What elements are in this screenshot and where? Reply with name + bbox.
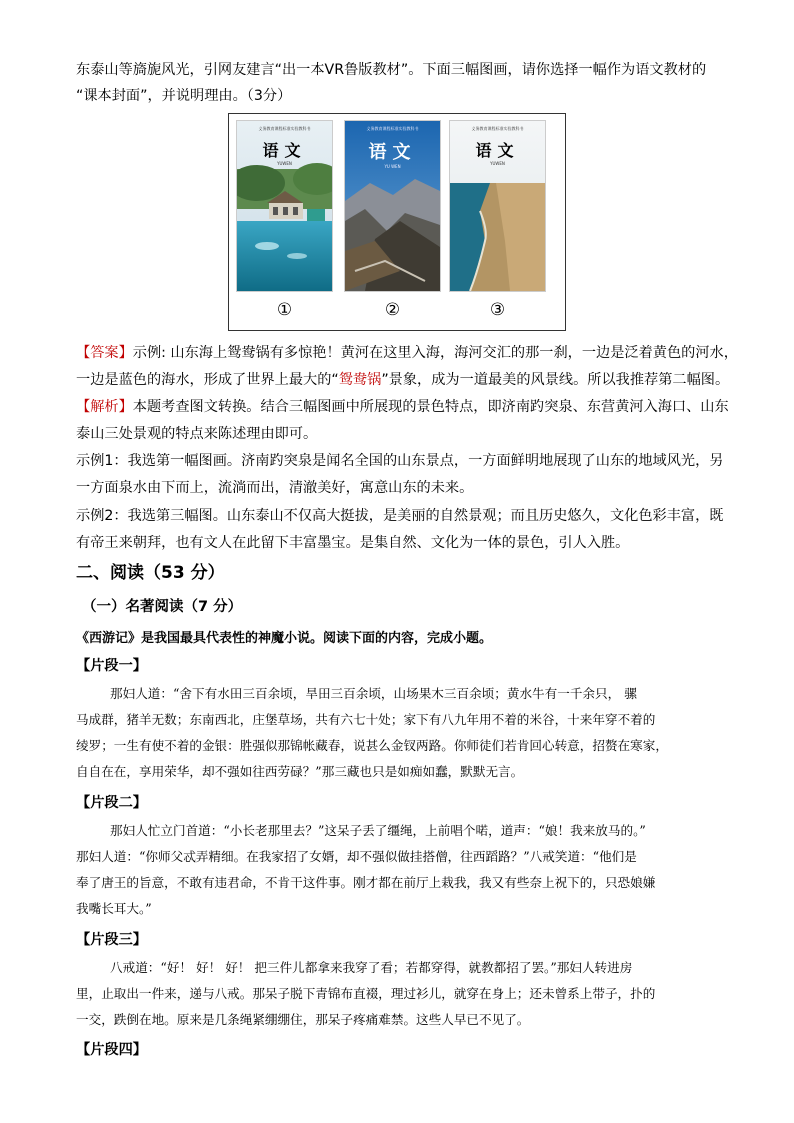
analysis-tag: 【解析】: [76, 399, 133, 415]
cover-label-2: ②: [384, 300, 401, 320]
fragment-2-line-2: 那妇人道：“你师父忒弄精细。在我家招了女婿，却不强似做挂搭僧，往西蹈路？”八戒笑道：“他们是: [76, 849, 637, 864]
cover-title-2: 语文: [368, 142, 417, 163]
cover-pinyin-1: YUWEN: [277, 161, 292, 166]
question-line-2: “课本封面”，并说明理由。（3分）: [76, 88, 292, 104]
cover-series-1: 义务教育课程标准实验教科书: [258, 126, 311, 131]
fragment-1-line-3: 绫罗；一生有使不着的金银：胜强似那锦帐藏春，说甚么金钗两路。你师徒们若肯回心转意，招赘在寒家，: [76, 738, 668, 753]
subsection-title: （一）名著阅读（7 分）: [82, 599, 243, 615]
fragment-title-4: 【片段四】: [76, 1042, 147, 1058]
example-line-3: 示例2：我选第三幅图。山东泰山不仅高大挺拔，是美丽的自然景观；而且历史悠久，文化色彩丰富，既: [76, 508, 724, 524]
answer-line-1: [76, 343, 738, 363]
cover-header-2: [344, 126, 441, 169]
fragment-title-3: 【片段三】: [76, 932, 147, 948]
fragment-1-line-4: 自自在在，享用荣华，却不强如往西劳碌？”那三藏也只是如痴如蠢，默默无言。: [76, 764, 524, 779]
answer-tag: 【答案】: [76, 345, 133, 361]
cover-title-1: 语文: [262, 141, 307, 160]
cover-label-3: ③: [489, 300, 506, 320]
fragment-title-2: 【片段二】: [76, 795, 147, 811]
answer-text-1: 示例: 山东海上鸳鸯锅有多惊艳！黄河在这里入海，海河交汇的那一刹，一边是泛着黄色的河水，: [132, 345, 738, 361]
answer-highlight: 鸳鸯锅: [338, 372, 382, 388]
analysis-line-1: [76, 397, 729, 417]
analysis-line-2: 泰山三处景观的特点来陈述理由即可。: [76, 426, 318, 442]
question-line-1: 东泰山等旖旎风光，引网友建言“出一本VR鲁版教材”。下面三幅图画，请你选择一幅作为语文教材的: [76, 62, 707, 78]
cover-title-3: 语文: [475, 141, 520, 160]
answer-line-2: [76, 370, 730, 390]
fragment-3-line-2: 里，止取出一件来，递与八戒。那呆子脱下青锦布直裰，理过衫儿，就穿在身上；还未曾系上带子，扑的: [76, 986, 656, 1001]
answer-text-2c: ”景象，成为一道最美的风景线。所以我推荐第二幅图。: [381, 372, 730, 388]
fragment-3-line-3: 一交，跌倒在地。原来是几条绳紧绷绷住，那呆子疼痛难禁。这些人早已不见了。: [76, 1012, 530, 1027]
cover-series-2: 义务教育课程标准实验教科书: [366, 126, 419, 131]
cover-pinyin-2: YU WEN: [384, 164, 401, 169]
cover-label-1: ①: [276, 300, 293, 320]
fragment-1-line-1: 那妇人道：“舍下有水田三百余顷，旱田三百余顷，山场果木三百余顷；黄水牛有一千余只， 骡: [110, 686, 637, 701]
cover-pinyin-3: YUWEN: [490, 161, 505, 166]
cover-figure: [228, 113, 566, 331]
fragment-1-line-2: 马成群，猪羊无数；东南西北，庄堡草场，共有六七十处；家下有八九年用不着的米谷，十来年穿不着的: [76, 712, 656, 727]
fragment-2-line-1: 那妇人忙立门首道：“小长老那里去？”这呆子丢了缰绳，上前唱个喏，道声：“娘！我来放马的。”: [110, 823, 646, 838]
example-line-1: 示例1：我选第一幅图画。济南趵突泉是闻名全国的山东景点，一方面鲜明地展现了山东的地域风光，另: [76, 453, 724, 469]
example-line-2: 一方面泉水由下而上，流淌而出，清澈美好，寓意山东的未来。: [76, 480, 474, 496]
analysis-text-1: 本题考查图文转换。结合三幅图画中所展现的景色特点，即济南趵突泉、东营黄河入海口、山东: [132, 399, 729, 415]
cover-series-3: 义务教育课程标准实验教科书: [471, 126, 524, 131]
section-title: 二、阅读（53 分）: [76, 563, 225, 583]
fragment-2-line-3: 奉了唐王的旨意，不敢有违君命，不肯干这件事。刚才都在前厅上栽我，我又有些奈上祝下的，只恐娘嫌: [76, 875, 656, 890]
answer-text-2a: 一边是蓝色的海水，形成了世界上最大的“: [76, 372, 339, 388]
cover-header-1: [236, 126, 333, 166]
fragment-2-line-4: 我嘴长耳大。”: [76, 901, 152, 916]
cover-header-3: [449, 126, 546, 166]
fragment-title-1: 【片段一】: [76, 658, 147, 674]
example-line-4: 有帝王来朝拜，也有文人在此留下丰富墨宝。是集自然、文化为一体的景色，引人入胜。: [76, 535, 630, 551]
fragment-3-line-1: 八戒道：“好！ 好！ 好！ 把三件儿都拿来我穿了看；若都穿得，就教都招了罢。”那妇人转进房: [110, 960, 633, 975]
intro-text: 《西游记》是我国最具代表性的神魔小说。阅读下面的内容，完成小题。: [76, 631, 493, 646]
